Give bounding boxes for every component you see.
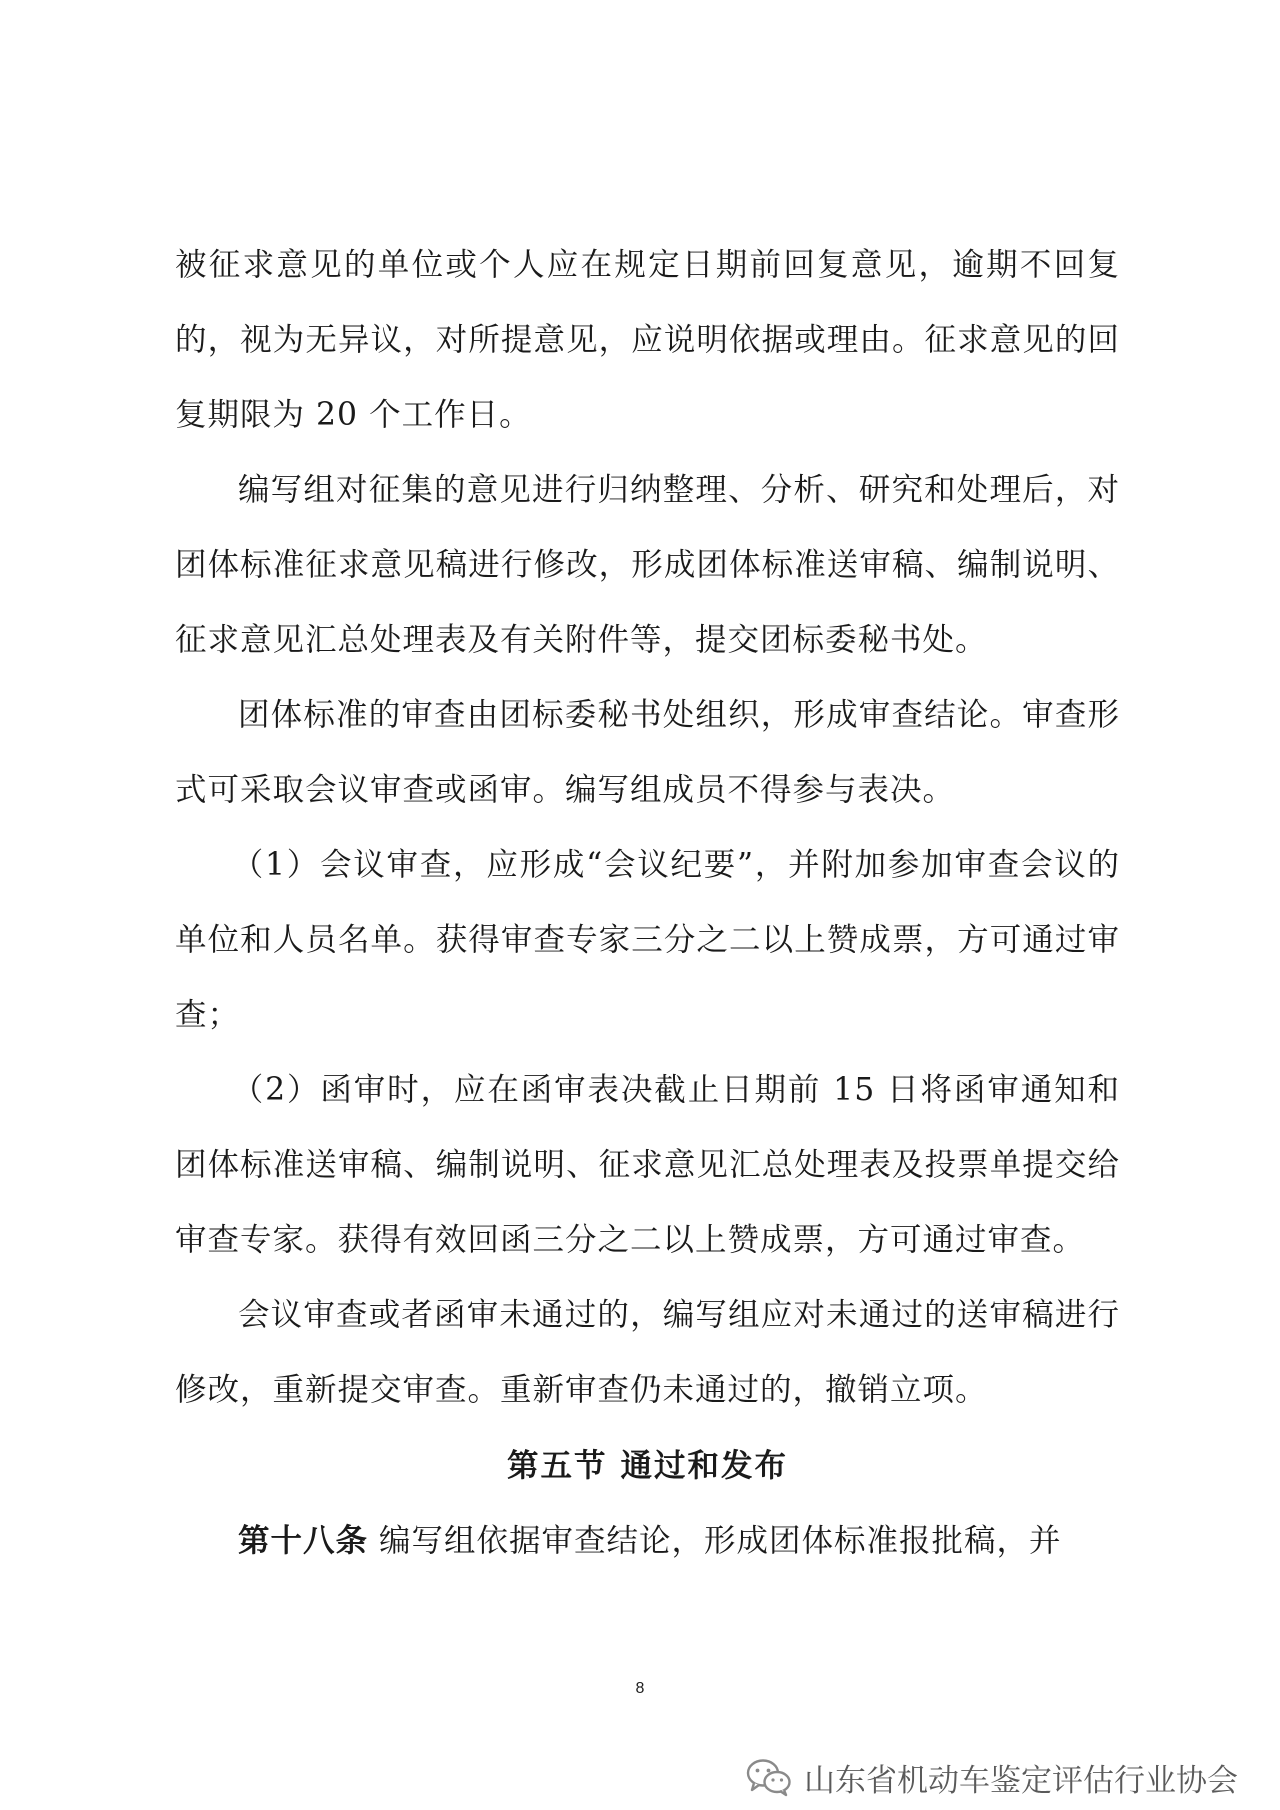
paragraph-review-failed: 会议审查或者函审未通过的，编写组应对未通过的送审稿进行修改，重新提交审查。重新审查仍未通过的，撤销立项。 <box>175 1297 1120 1408</box>
document-body <box>175 228 1120 1579</box>
paragraph-review: 团体标准的审查由团标委秘书处组织，形成审查结论。审查形式可采取会议审查或函审。编写组成员不得参与表决。 <box>175 697 1120 808</box>
page-number: 8 <box>635 1680 645 1697</box>
article-label: 第十八条 <box>238 1522 369 1559</box>
paragraph-revision: 编写组对征集的意见进行归纳整理、分析、研究和处理后，对团体标准征求意见稿进行修改，形成团体标准送审稿、编制说明、征求意见汇总处理表及有关附件等，提交团标委秘书处。 <box>175 472 1120 658</box>
article-eighteen <box>175 1503 1120 1579</box>
watermark-text: 山东省机动车鉴定评估行业协会 <box>804 1762 1238 1799</box>
paragraph-letter-review: （2）函审时，应在函审表决截止日期前 15 日将函审通知和团体标准送审稿、编制说明、征求意见汇总处理表及投票单提交给审查专家。获得有效回函三分之二以上赞成票，方可通过审查。 <box>175 1072 1120 1258</box>
paragraph-meeting-review: （1）会议审查，应形成“会议纪要”，并附加参加审查会议的单位和人员名单。获得审查专家三分之二以上赞成票，方可通过审查； <box>175 847 1120 1033</box>
watermark <box>746 1752 1238 1802</box>
wechat-icon <box>746 1757 792 1797</box>
section-heading: 第五节 通过和发布 <box>507 1447 788 1484</box>
paragraph-reply-deadline: 被征求意见的单位或个人应在规定日期前回复意见，逾期不回复的，视为无异议，对所提意见，应说明依据或理由。征求意见的回复期限为 20 个工作日。 <box>175 247 1120 433</box>
article-text: 编写组依据审查结论，形成团体标准报批稿，并 <box>368 1523 1062 1559</box>
